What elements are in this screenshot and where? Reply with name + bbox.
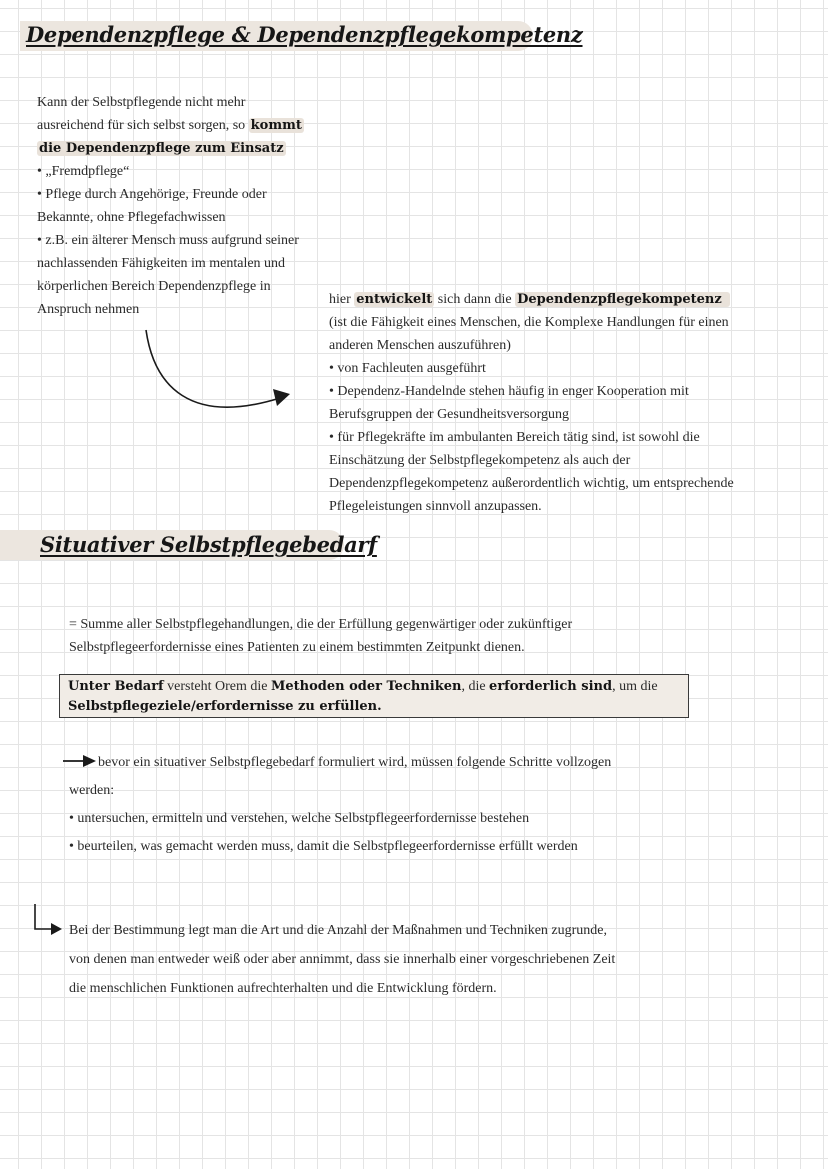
text-line: (ist die Fähigkeit eines Menschen, die Komplexe Handlungen für einen bbox=[329, 315, 729, 330]
text-line: werden: bbox=[69, 783, 115, 798]
bestimmung-text bbox=[69, 916, 615, 1003]
text-line: anderen Menschen auszuführen) bbox=[329, 338, 511, 353]
text-line: Selbstpflegeerfordernisse eines Patienten zu einem bestimmten Zeitpunkt dienen. bbox=[69, 640, 525, 655]
text-line: = Summe aller Selbstpflegehandlungen, die der Erfüllung gegenwärtiger oder zukünftiger bbox=[69, 617, 573, 632]
bullet-item: • „Fremdpflege“ bbox=[37, 164, 130, 179]
text-line: Selbstpflegeziele/erfordernisse zu erfüllen. bbox=[68, 699, 382, 714]
bedarf-definition-box bbox=[59, 674, 689, 718]
text-line: körperlichen Bereich Dependenzpflege in bbox=[37, 279, 271, 294]
text-line: ausreichend für sich selbst sorgen, so kommt bbox=[37, 118, 302, 133]
text-line: bevor ein situativer Selbstpflegebedarf formuliert wird, müssen folgende Schritte vollzogen bbox=[98, 755, 612, 770]
elbow-arrow-icon bbox=[32, 904, 66, 938]
text-line: nachlassenden Fähigkeiten im mentalen und bbox=[37, 256, 286, 271]
dependenzpflege-description bbox=[37, 91, 304, 321]
bullet-item: • Pflege durch Angehörige, Freunde oder bbox=[37, 187, 267, 202]
text-line: von denen man entweder weiß oder aber annimmt, dass sie innerhalb einer vorgeschriebenen Zeit bbox=[69, 952, 616, 967]
text-line: Dependenzpflegekompetenz außerordentlich wichtig, um entsprechende bbox=[329, 476, 734, 491]
text-line: hier entwickelt sich dann die Dependenzpflegekompetenz bbox=[329, 288, 734, 311]
bullet-item: • von Fachleuten ausgeführt bbox=[329, 361, 486, 376]
highlight-einsatz: die Dependenzpflege zum Einsatz bbox=[39, 141, 284, 156]
bullet-item: • Dependenz-Handelnde stehen häufig in enger Kooperation mit bbox=[329, 384, 689, 399]
text-line: Pflegeleistungen sinnvoll anzupassen. bbox=[329, 499, 542, 514]
steps-text bbox=[69, 749, 611, 861]
bullet-item: • z.B. ein älterer Mensch muss aufgrund seiner bbox=[37, 233, 299, 248]
text-line: Berufsgruppen der Gesundheitsversorgung bbox=[329, 407, 570, 422]
text-line: Kann der Selbstpflegende nicht mehr bbox=[37, 95, 246, 110]
text-line bbox=[37, 137, 304, 160]
text-line: Bei der Bestimmung legt man die Art und die Anzahl der Maßnahmen und Techniken zugrunde, bbox=[69, 923, 608, 938]
bullet-item: • untersuchen, ermitteln und verstehen, welche Selbstpflegeerfordernisse bestehen bbox=[69, 811, 530, 826]
highlight-kompetenz: Dependenzpflegekompetenz bbox=[515, 292, 730, 307]
bullet-item: • für Pflegekräfte im ambulanten Bereich tätig sind, ist sowohl die bbox=[329, 430, 700, 445]
curved-arrow-icon bbox=[140, 326, 310, 426]
definition-text bbox=[69, 613, 572, 659]
bullet-item: • beurteilen, was gemacht werden muss, damit die Selbstpflegeerfordernisse erfüllt werden bbox=[69, 839, 578, 854]
text-line: Bekannte, ohne Pflegefachwissen bbox=[37, 210, 226, 225]
text-line: Unter Bedarf versteht Orem die Methoden oder Techniken, die erforderlich sind, um die bbox=[68, 679, 658, 694]
text-line: Einschätzung der Selbstpflegekompetenz als auch der bbox=[329, 453, 631, 468]
text-line: Anspruch nehmen bbox=[37, 302, 140, 317]
dependenzpflegekompetenz-description bbox=[329, 288, 734, 518]
highlight-kommt: kommt bbox=[250, 118, 302, 133]
section-heading-dependenzpflege: Dependenzpflege & Dependenzpflegekompetenz bbox=[26, 22, 583, 47]
section-heading-situativer-selbstpflegebedarf: Situativer Selbstpflegebedarf bbox=[40, 532, 377, 557]
text-line: die menschlichen Funktionen aufrechterhalten und die Entwicklung fördern. bbox=[69, 981, 497, 996]
highlight-entwickelt: entwickelt bbox=[356, 292, 433, 307]
